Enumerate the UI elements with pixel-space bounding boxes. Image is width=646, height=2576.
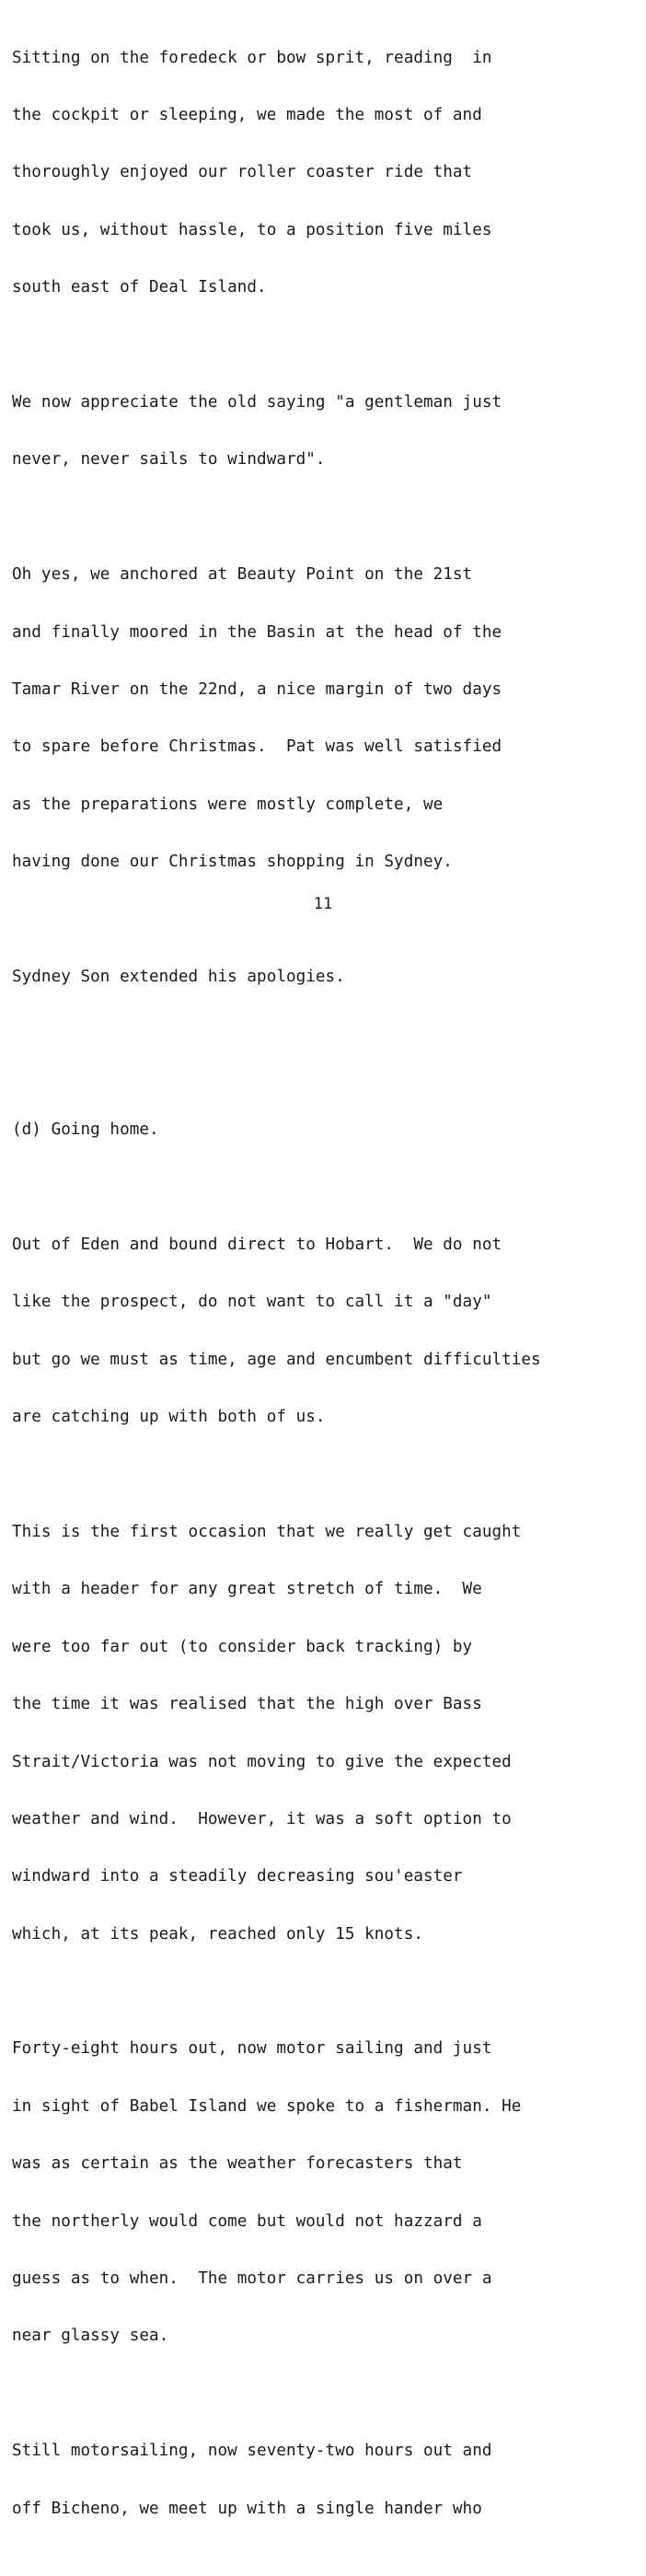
text-line: was as certain as the weather forecasters that <box>12 2154 463 2174</box>
text-line: which, at its peak, reached only 15 knots. <box>12 1924 423 1944</box>
paragraph-6 <box>12 1484 642 1982</box>
text-line: like the prospect, do not want to call it a "day" <box>12 1293 492 1312</box>
text-line: thoroughly enjoyed our roller coaster ride that <box>12 163 473 182</box>
text-line: to spare before Christmas. Pat was well satisfied <box>12 737 502 757</box>
text-line: This is the first occasion that we really get caught <box>12 1522 522 1541</box>
text-line: the northerly would come but would not hazzard a <box>12 2211 482 2231</box>
paragraph-4 <box>12 929 642 1025</box>
paragraph-5 <box>12 1197 642 1465</box>
text-line: (d) Going home. <box>12 1120 159 1140</box>
text-line: Sitting on the foredeck or bow sprit, reading in <box>12 48 492 67</box>
text-line: Still motorsailing, now seventy-two hours out and <box>12 2442 492 2461</box>
text-line: Strait/Victoria was not moving to give the expected <box>12 1752 512 1771</box>
text-line: south east of Deal Island. <box>12 278 267 297</box>
text-line: and finally moored in the Basin at the head of the <box>12 622 502 642</box>
text-line: Sydney Son extended his apologies. <box>12 967 345 986</box>
text-line: Forty-eight hours out, now motor sailing and just <box>12 2039 492 2059</box>
text-line: guess as to when. The motor carries us on over a <box>12 2269 492 2289</box>
text-line: Tamar River on the 22nd, a nice margin of two days <box>12 679 502 699</box>
text-line: the time it was realised that the high over Bass <box>12 1695 482 1714</box>
text-line: off Bicheno, we meet up with a single hander who <box>12 2499 482 2518</box>
paragraph-7 <box>12 2002 642 2385</box>
text-line: but go we must as time, age and encumbent difficulties <box>12 1350 541 1369</box>
text-line: Oh yes, we anchored at Beauty Point on the 21st <box>12 565 473 585</box>
text-line: took us, without hassle, to a position five miles <box>12 220 492 239</box>
text-line: were too far out (to consider back tracking) by <box>12 1637 473 1656</box>
paragraph-2 <box>12 354 642 507</box>
text-line: are catching up with both of us. <box>12 1408 326 1427</box>
text-line: having done our Christmas shopping in Sydney. <box>12 853 453 872</box>
page-number: 11 <box>313 895 333 913</box>
paragraph-3 <box>12 528 642 911</box>
text-line: with a header for any great stretch of time. We <box>12 1580 482 1599</box>
text-line: windward into a steadily decreasing sou'easter <box>12 1867 463 1886</box>
paragraph-8 <box>12 2404 642 2557</box>
section-heading <box>12 1083 642 1178</box>
text-line: We now appreciate the old saying "a gentleman just <box>12 392 502 412</box>
body-text <box>12 10 642 2576</box>
text-line: as the preparations were mostly complete, we <box>12 795 444 814</box>
paragraph-1 <box>12 10 642 336</box>
text-line: never, never sails to windward". <box>12 450 326 470</box>
text-line: Out of Eden and bound direct to Hobart. We do not <box>12 1236 502 1254</box>
text-line: the cockpit or sleeping, we made the most of and <box>12 105 482 124</box>
text-line: in sight of Babel Island we spoke to a fisherman. He <box>12 2096 522 2116</box>
text-line: weather and wind. However, it was a soft option to <box>12 1809 512 1828</box>
text-line: near glassy sea. <box>12 2327 169 2346</box>
